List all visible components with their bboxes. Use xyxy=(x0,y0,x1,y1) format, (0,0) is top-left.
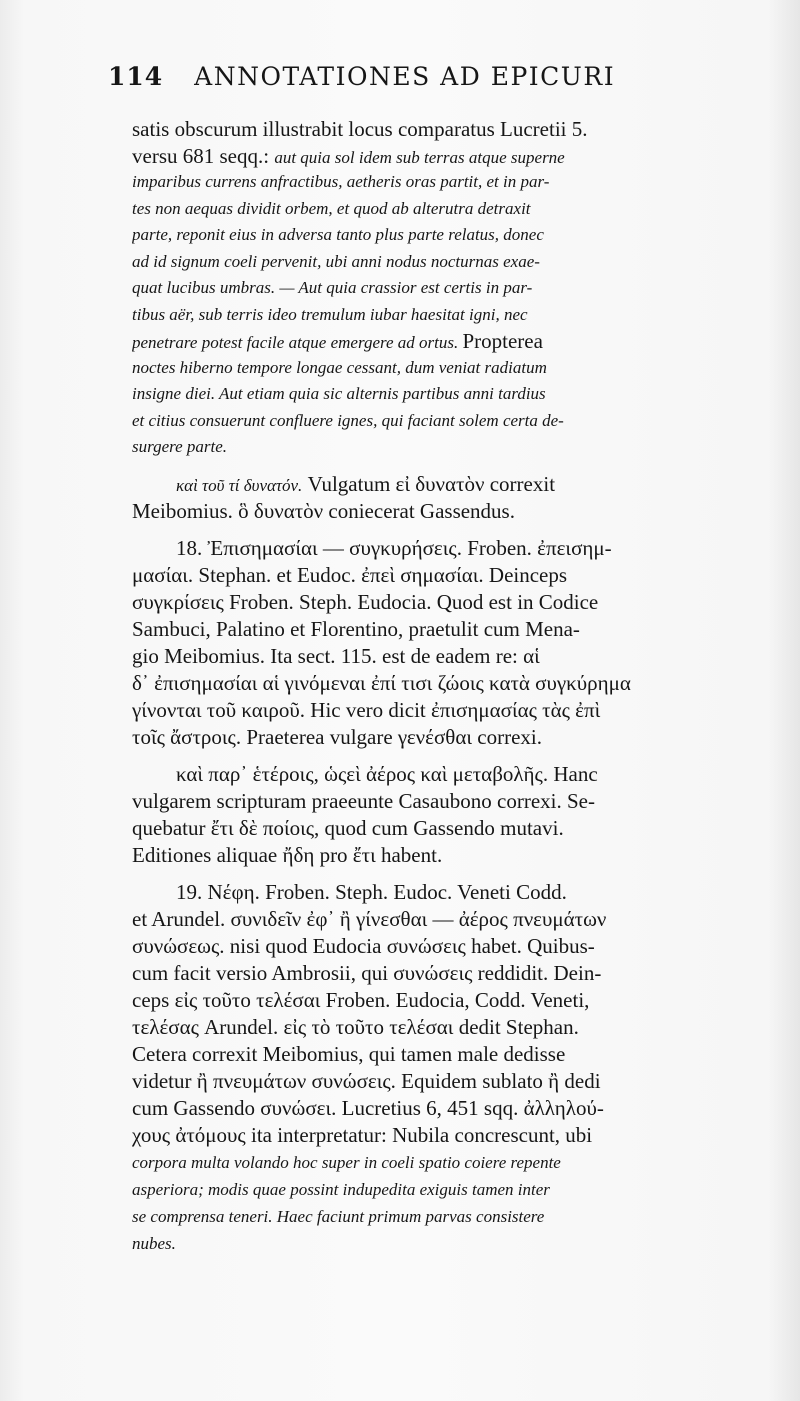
page-number: 114 xyxy=(108,62,164,91)
text-line: συγκρίσεις Froben. Steph. Eudocia. Quod est in Codice xyxy=(132,589,599,614)
quotation-line: surgere parte. xyxy=(132,437,228,456)
text-run: Vulgatum εἰ δυνατὸν correxit xyxy=(302,471,556,496)
quotation-line: asperiora; modis quae possint indupedita exiguis tamen inter xyxy=(132,1179,550,1199)
note-18 xyxy=(132,535,772,751)
text-line: et Arundel. συνιδεῖν ἐφ᾽ ἢ γίνεσθαι — ἀέρος πνευμάτων xyxy=(132,906,607,931)
text-line: 19. Νέφη. Froben. Steph. Eudoc. Veneti Codd. xyxy=(176,879,567,904)
running-header xyxy=(108,62,688,91)
lucretius-quotation-paragraph xyxy=(132,116,772,461)
quotation-line: parte, reponit eius in adversa tanto plus parte relatus, donec xyxy=(132,225,544,244)
paragraph-gap xyxy=(132,751,772,761)
quotation-line: noctes hiberno tempore longae cessant, dum veniat radiatum xyxy=(132,357,547,377)
quotation-line: corpora multa volando hoc super in coeli spatio coiere repente xyxy=(132,1152,561,1172)
quotation-run: aut quia sol idem sub terras atque superne xyxy=(274,147,565,167)
text-line: Sambuci, Palatino et Florentino, praetulit cum Mena- xyxy=(132,616,580,641)
text-line: cum facit versio Ambrosii, qui συνώσεις reddidit. Dein- xyxy=(132,960,602,985)
text-line: χους ἀτόμους ita interpretatur: Nubila concrescunt, ubi xyxy=(132,1122,593,1147)
quotation-line: nubes. xyxy=(132,1233,176,1253)
text-line: Meibomius. ὃ δυνατὸν coniecerat Gassendus. xyxy=(132,498,515,523)
quotation-line: et citius consuerunt confluere ignes, qui faciant solem certa de- xyxy=(132,410,564,430)
quotation-line: ad id signum coeli pervenit, ubi anni nodus nocturnas exae- xyxy=(132,251,540,271)
quotation-line: se comprensa teneri. Haec faciunt primum parvas consistere xyxy=(132,1206,545,1226)
text-line: gio Meibomius. Ita sect. 115. est de eadem re: αἱ xyxy=(132,643,540,668)
text-line: Editiones aliquae ἤδη pro ἔτι habent. xyxy=(132,842,443,867)
quotation-line: tes non aequas dividit orbem, et quod ab alterutra detraxit xyxy=(132,198,531,218)
text-line: καὶ παρ᾽ ἑτέροις, ὡςεὶ ἀέρος καὶ μεταβολῆς. Hanc xyxy=(176,761,598,786)
text-line: συνώσεως. nisi quod Eudocia συνώσεις habet. Quibus- xyxy=(132,933,595,958)
text-line xyxy=(132,328,772,355)
quotation-run: penetrare potest facile atque emergere ad ortus. xyxy=(132,333,463,352)
text-line: μασίαι. Stephan. et Eudoc. ἐπεὶ σημασίαι. Deinceps xyxy=(132,562,568,587)
paragraph-gap xyxy=(132,461,772,471)
text-line: videtur ἢ πνευμάτων συνώσεις. Equidem sublato ἢ dedi xyxy=(132,1068,601,1093)
text-line xyxy=(132,471,772,498)
text-line: cum Gassendo συνώσει. Lucretius 6, 451 sqq. ἀλληλού- xyxy=(132,1095,604,1120)
quotation-line: tibus aër, sub terris ideo tremulum iubar haesitat igni, nec xyxy=(132,304,528,324)
quotation-line: imparibus currens anfractibus, aetheris oras partit, et in par- xyxy=(132,172,550,191)
dynaton-note xyxy=(132,471,772,525)
text-run: versu 681 seqq.: xyxy=(132,143,275,168)
paragraph-gap xyxy=(132,869,772,879)
lemma: καὶ τοῦ τί δυνατόν. xyxy=(176,475,303,495)
text-line: 18. Ἐπισημασίαι — συγκυρήσεις. Froben. ἐπεισημ- xyxy=(176,535,612,560)
paragraph-gap xyxy=(132,525,772,535)
text-line: vulgarem scripturam praeeunte Casaubono correxi. Se- xyxy=(132,788,595,813)
quotation-line: quat lucibus umbras. — Aut quia crassior est certis in par- xyxy=(132,278,533,297)
page-body xyxy=(132,116,772,1257)
text-line: τοῖς ἄστροις. Praeterea vulgare γενέσθαι correxi. xyxy=(132,724,542,749)
text-line xyxy=(132,143,772,170)
text-line: γίνονται τοῦ καιροῦ. Hic vero dicit ἐπισημασίας τὰς ἐπὶ xyxy=(132,697,601,722)
running-title: ANNOTATIONES AD EPICURI xyxy=(194,62,616,91)
note-19 xyxy=(132,879,772,1257)
quotation-line: insigne diei. Aut etiam quia sic alternis partibus anni tardius xyxy=(132,384,546,403)
text-line: δ᾽ ἐπισημασίαι αἱ γινόμεναι ἐπί τισι ζώοις κατὰ συγκύρημα xyxy=(132,670,631,695)
text-line: quebatur ἔτι δὲ ποίοις, quod cum Gassendo mutavi. xyxy=(132,815,564,840)
text-line: Cetera correxit Meibomius, qui tamen male dedisse xyxy=(132,1041,566,1066)
text-line: satis obscurum illustrabit locus comparatus Lucretii 5. xyxy=(132,117,588,141)
heterois-note xyxy=(132,761,772,869)
text-line: τελέσας Arundel. εἰς τὸ τοῦτο τελέσαι dedit Stephan. xyxy=(132,1014,579,1039)
text-run: Propterea xyxy=(462,329,543,353)
text-line: ceps εἰς τοῦτο τελέσαι Froben. Eudocia, Codd. Veneti, xyxy=(132,987,590,1012)
